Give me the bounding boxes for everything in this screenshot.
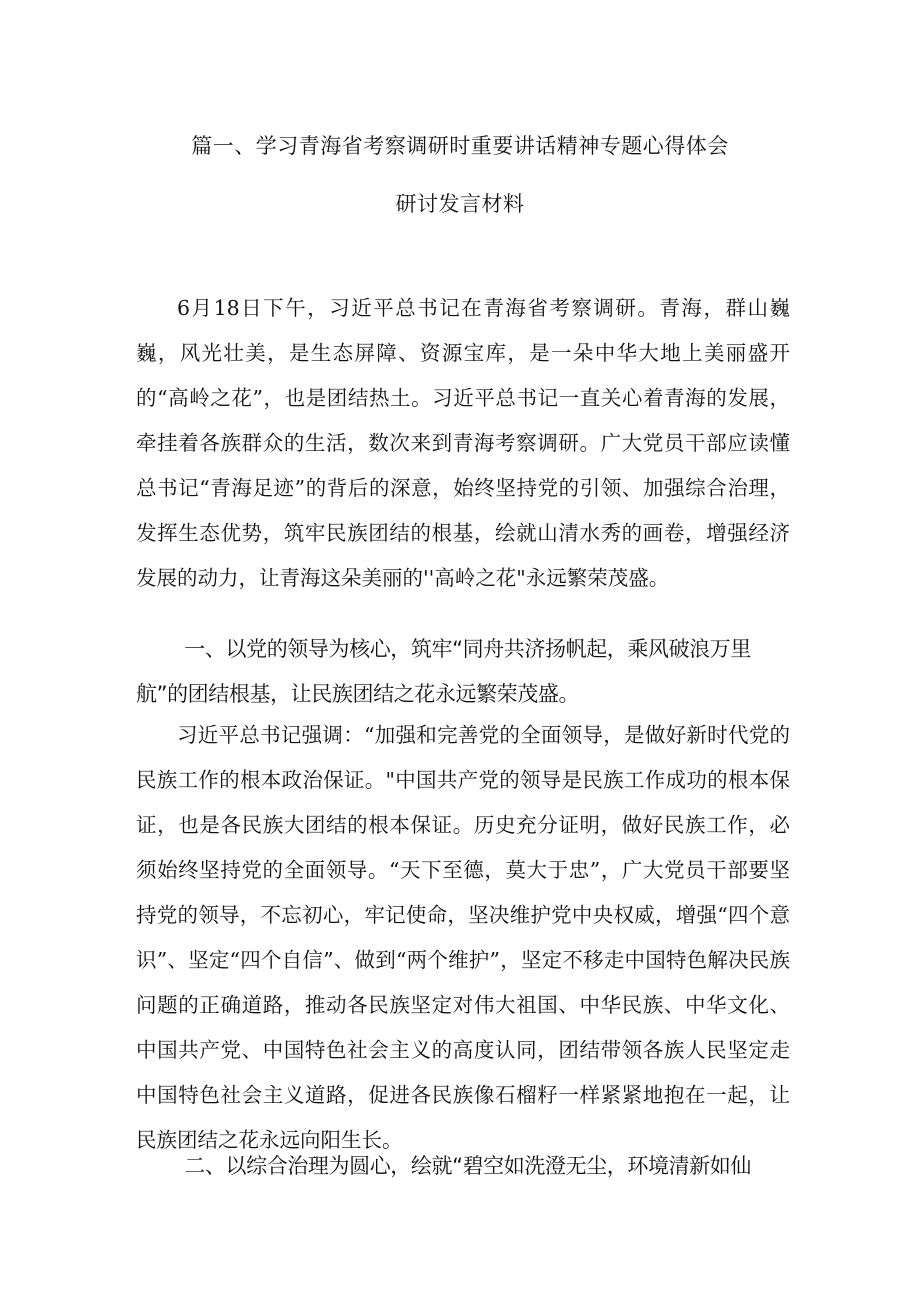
document-title-line-2: 研讨发言材料 <box>395 192 525 216</box>
section-1-paragraph: 习近平总书记强调：“加强和完善党的全面领导，是做好新时代党的民族工作的根本政治保证。"中国共产党的领导是民族工作成功的根本保证，也是各民族大团结的根本保证。历史充分证明，做好民族工作，必须始终坚持党的全面领导。“天下至德，莫大于忠”，广大党员干部要坚持党的领导，不忘初心，牢记使命，坚决维护党中央权威，增强“四个意识”、坚定“四个自信”、做到“两个维护”，坚定不移走中国特色解决民族问题的正确道路，推动各民族坚定对伟大祖国、中华民族、中华文化、中国共产党、中国特色社会主义的高度认同，团结带领各族人民坚定走中国特色社会主义道路，促进各民族像石榴籽一样紧紧地抱在一起，让民族团结之花永远向阳生长。 <box>136 723 790 1152</box>
document-title-line-1: 篇一、学习青海省考察调研时重要讲话精神专题心得体会 <box>191 134 729 158</box>
section-heading-2: 二、以综合治理为圆心，绘就“碧空如洗澄无尘，环境清新如仙 <box>184 1154 751 1178</box>
section-heading-1: 一、以党的领导为核心，筑牢“同舟共济扬帆起，乘风破浪万里航”的团结根基，让民族团结之花永远繁荣茂盛。 <box>136 637 751 706</box>
intro-paragraph: 6月18日下午，习近平总书记在青海省考察调研。青海，群山巍巍，风光壮美，是生态屏障、资源宝库，是一朵中华大地上美丽盛开的“高岭之花”，也是团结热土。习近平总书记一直关心着青海的发展，牵挂着各族群众的生活，数次来到青海考察调研。广大党员干部应读懂总书记“青海足迹”的背后的深意，始终坚持党的引领、加强综合治理，发挥生态优势，筑牢民族团结的根基，绘就山清水秀的画卷，增强经济发展的动力，让青海这朵美丽的''高岭之花"永远繁荣茂盛。 <box>136 296 790 590</box>
